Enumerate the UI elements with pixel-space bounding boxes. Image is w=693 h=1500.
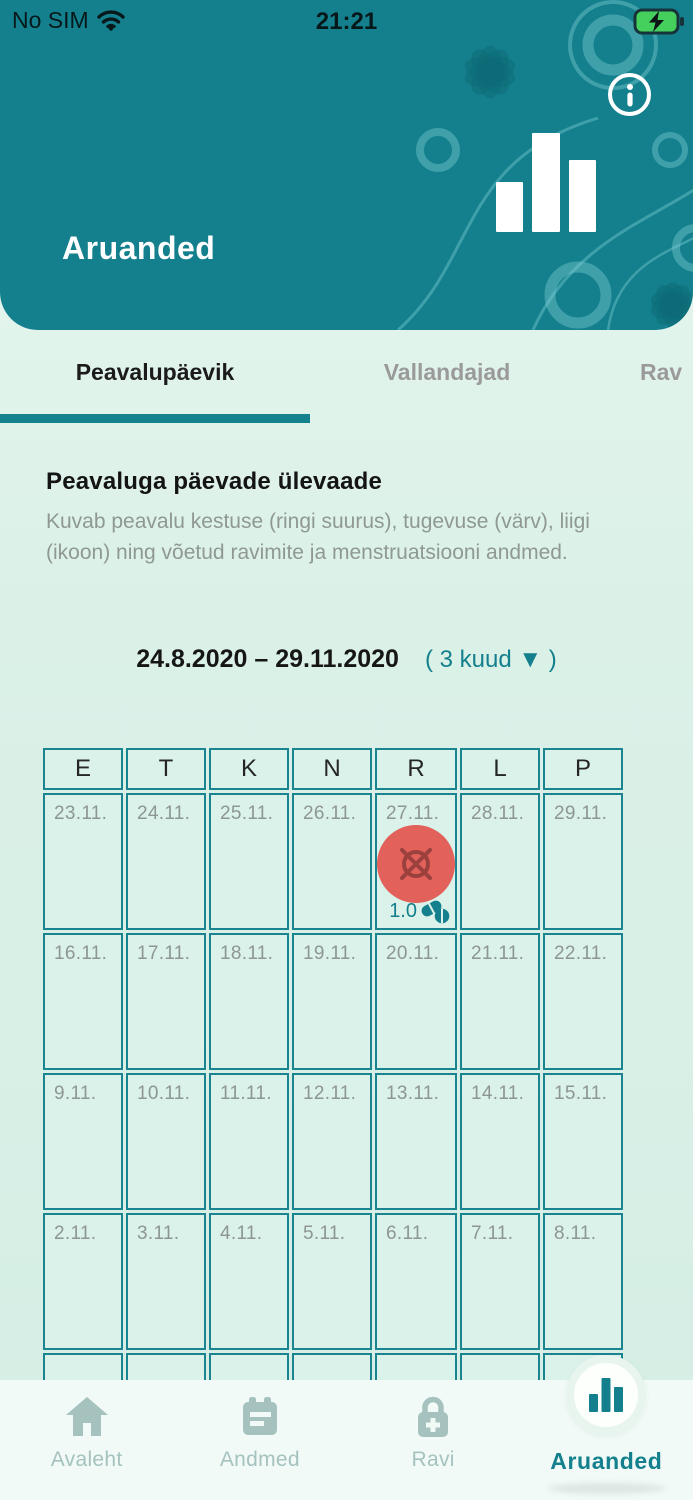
weekday-header: K [209, 748, 289, 790]
calendar-cell[interactable] [543, 793, 623, 930]
calendar-cell[interactable] [543, 1213, 623, 1350]
date-range-label: 24.8.2020 – 29.11.2020 [136, 645, 399, 673]
calendar-cell[interactable] [375, 1073, 457, 1210]
active-nav-shadow [548, 1483, 666, 1494]
cell-date: 8.11. [554, 1223, 597, 1244]
cell-date: 24.11. [137, 803, 191, 824]
bottom-navigation [0, 1380, 693, 1500]
floral-pattern-decoration [278, 0, 693, 330]
app-header [0, 0, 693, 330]
weekday-header: R [375, 748, 457, 790]
cell-date: 11.11. [220, 1083, 272, 1104]
report-bars-icon [496, 133, 596, 232]
calendar-cell[interactable] [543, 1073, 623, 1210]
headache-day-marker[interactable] [377, 825, 455, 903]
cell-date: 2.11. [54, 1223, 97, 1244]
calendar-week-row [43, 1213, 623, 1350]
active-tab-underline [0, 414, 310, 423]
bar-chart-icon [586, 1375, 626, 1415]
tab-peavalupaevik[interactable]: Peavalupäevik [75, 359, 235, 385]
nav-label: Andmed [219, 1448, 300, 1471]
calendar-cell[interactable] [292, 1073, 372, 1210]
cell-date: 25.11. [220, 803, 274, 824]
cell-date: 7.11. [471, 1223, 514, 1244]
calendar-cell[interactable] [43, 793, 123, 930]
calendar-cell[interactable] [126, 1073, 206, 1210]
pills-icon [420, 897, 451, 925]
info-icon[interactable] [608, 73, 651, 116]
cell-date: 6.11. [386, 1223, 429, 1244]
cell-date: 17.11. [137, 943, 191, 964]
calendar-week-row [43, 933, 623, 1070]
overview-section [46, 468, 646, 568]
calendar-week-row [43, 1073, 623, 1210]
calendar-cell[interactable] [460, 1073, 540, 1210]
calendar-cell[interactable] [375, 1213, 457, 1350]
calendar-cell[interactable] [209, 1213, 289, 1350]
cell-date: 13.11. [386, 1083, 440, 1104]
calendar-cell[interactable] [460, 793, 540, 930]
tab-vallandajad[interactable]: Vallandajad [383, 359, 511, 385]
weekday-header: P [543, 748, 623, 790]
period-selector-dropdown[interactable]: ( 3 kuud ▼ ) [424, 645, 557, 673]
battery-charging-icon [633, 8, 685, 35]
cell-date: 3.11. [137, 1223, 180, 1244]
lock-plus-icon [410, 1394, 456, 1438]
weekday-header-row [43, 748, 623, 790]
cell-date: 18.11. [220, 943, 274, 964]
calendar-cell[interactable] [43, 1213, 123, 1350]
status-bar [0, 0, 693, 42]
cell-date: 14.11. [471, 1083, 525, 1104]
medication-dose: 1.0 [389, 899, 417, 922]
calendar-cell[interactable] [292, 933, 372, 1070]
tab-ravimid-truncated[interactable]: Rav [640, 359, 683, 385]
nav-item-andmed[interactable] [173, 1380, 346, 1500]
nav-label: Aruanded [550, 1448, 663, 1474]
calendar-cell[interactable] [43, 933, 123, 1070]
nav-item-ravi[interactable] [347, 1380, 520, 1500]
weekday-header: N [292, 748, 372, 790]
report-tabs [0, 345, 693, 425]
cell-date: 15.11. [554, 1083, 608, 1104]
calendar-week-row [43, 793, 623, 930]
calendar-cell[interactable] [543, 933, 623, 1070]
calendar-icon [237, 1394, 283, 1438]
cell-date: 4.11. [220, 1223, 263, 1244]
carrier-label: No SIM [12, 7, 89, 33]
calendar-cell[interactable] [292, 1213, 372, 1350]
calendar-cell[interactable] [209, 793, 289, 930]
clock: 21:21 [315, 8, 378, 35]
cell-date: 16.11. [54, 943, 108, 964]
headache-calendar [40, 745, 626, 1476]
calendar-cell[interactable] [43, 1073, 123, 1210]
page-title: Aruanded [62, 230, 216, 266]
cell-date: 20.11. [386, 943, 440, 964]
cell-date: 12.11. [303, 1083, 357, 1104]
cell-date: 19.11. [303, 943, 357, 964]
weekday-header: L [460, 748, 540, 790]
cell-date: 5.11. [303, 1223, 346, 1244]
headache-type-icon [393, 841, 439, 887]
weekday-header: E [43, 748, 123, 790]
calendar-cell[interactable] [209, 933, 289, 1070]
active-nav-highlight-circle [566, 1355, 646, 1435]
home-icon [64, 1395, 110, 1437]
calendar-cell[interactable] [375, 933, 457, 1070]
calendar-cell[interactable] [126, 933, 206, 1070]
calendar-cell[interactable] [292, 793, 372, 930]
nav-label: Ravi [411, 1448, 455, 1471]
calendar-cell[interactable] [460, 1213, 540, 1350]
cell-date: 27.11. [386, 803, 440, 824]
cell-date: 9.11. [54, 1083, 97, 1104]
cell-date: 26.11. [303, 803, 357, 824]
nav-label: Avaleht [50, 1448, 123, 1471]
period-row [0, 645, 693, 674]
nav-item-avaleht[interactable] [0, 1380, 173, 1500]
section-title: Peavaluga päevade ülevaade [46, 468, 383, 495]
cell-date: 28.11. [471, 803, 525, 824]
cell-date: 29.11. [554, 803, 608, 824]
calendar-cell[interactable] [209, 1073, 289, 1210]
cell-date: 21.11. [471, 943, 525, 964]
calendar-cell[interactable] [460, 933, 540, 1070]
calendar-cell-with-headache[interactable] [375, 793, 457, 930]
cell-date: 10.11. [137, 1083, 191, 1104]
section-description: Kuvab peavalu kestuse (ringi suurus), tugevuse (värv), liigi (ikoon) ning võetud ravimite ja menstruatsiooni andmed. [46, 510, 590, 564]
calendar-cell[interactable] [126, 793, 206, 930]
cell-date: 23.11. [54, 803, 108, 824]
cell-date: 22.11. [554, 943, 608, 964]
nav-item-aruanded-active[interactable] [520, 1380, 693, 1500]
medication-taken [389, 897, 451, 925]
weekday-header: T [126, 748, 206, 790]
calendar-cell[interactable] [126, 1213, 206, 1350]
